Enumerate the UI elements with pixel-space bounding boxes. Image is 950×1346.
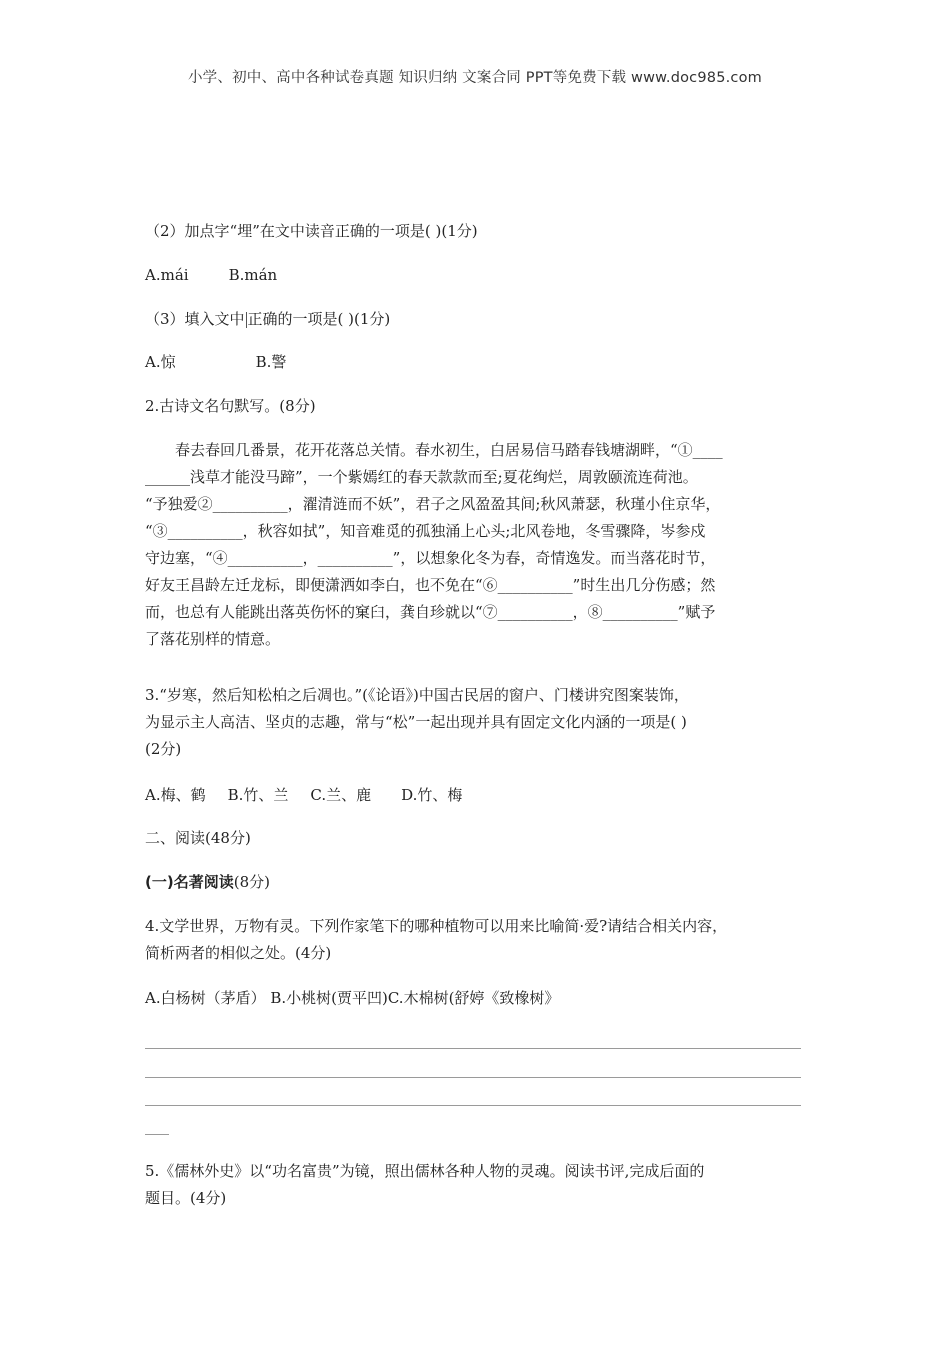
question-2-3-options	[145, 349, 805, 376]
question-2-2-stem: （2）加点字“埋”在文中读音正确的一项是( )(1分)	[145, 222, 478, 240]
question-3-stem	[145, 682, 805, 763]
text-cursor	[246, 312, 247, 328]
passage-line: “予独爱②__________，濯清涟而不妖”，君子之风盈盈其间;秋风萧瑟，秋瑾小住京华，	[145, 495, 721, 513]
stem-line: 5.《儒林外史》以“功名富贵”为镜，照出儒林各种人物的灵魂。阅读书评,完成后面的	[145, 1162, 705, 1180]
question-2-3-stem	[145, 306, 805, 333]
passage-line: ______浅草才能没马蹄”，一个紫嫣红的春天款款而至;夏花绚烂，周敦颐流连荷池。	[145, 468, 698, 486]
stem-part-a: （3）填入文中	[145, 310, 245, 328]
subsection-title: (一)名著阅读	[145, 873, 234, 891]
passage-line: 守边塞，“④__________，__________”，以想象化冬为春，奇情逸发。而当落花时节，	[145, 549, 716, 567]
question-2-title: 2.古诗文名句默写。(8分)	[145, 397, 316, 415]
passage-line: 而，也总有人能跳出落英伤怀的窠臼，龚自珍就以“⑦__________，⑧__________”赋予	[145, 603, 716, 621]
passage-line: 好友王昌龄左迁龙标，即便潇洒如李白，也不免在“⑥__________”时生出几分伤感；然	[145, 576, 716, 594]
stem-line: 3.“岁寒，然后知松柏之后凋也。”(《论语》)中国古民居的窗户、门楼讲究图案装饰，	[145, 686, 689, 704]
question-2-2-options	[145, 262, 805, 289]
answer-line	[145, 1077, 801, 1078]
answer-line	[145, 1105, 801, 1106]
option-d: D.竹、梅	[401, 786, 463, 804]
stem-line: 题目。(4分)	[145, 1189, 227, 1207]
section-2-heading: 二、阅读(48分)	[145, 829, 251, 847]
question-5-stem	[145, 1158, 805, 1212]
answer-line	[145, 1048, 801, 1049]
stem-line: 为显示主人高洁、坚贞的志趣，常与“松”一起出现并具有固定文化内涵的一项是( )	[145, 713, 687, 731]
question-4-stem	[145, 913, 805, 967]
option-a: A.mái	[145, 266, 189, 284]
passage-line: 春去春回几番景，花开花落总关情。春水初生，白居易信马踏春钱塘湖畔，“①____	[175, 441, 723, 459]
option-b: B.mán	[228, 266, 278, 284]
stem-part-b: 正确的一项是( )(1分)	[247, 310, 391, 328]
option-c: C.兰、鹿	[310, 786, 372, 804]
stem-line: 简析两者的相似之处。(4分)	[145, 944, 332, 962]
option-a: A.梅、鹤	[145, 786, 206, 804]
option-b: B.警	[255, 353, 287, 371]
subsection-1-heading	[145, 869, 805, 896]
question-2-passage	[145, 437, 805, 653]
passage-line: 了落花别样的情意。	[145, 630, 281, 648]
page-header: 小学、初中、高中各种试卷真题 知识归纳 文案合同 PPT等免费下载 www.doc985.com	[187, 70, 763, 86]
subsection-score: (8分)	[233, 873, 270, 891]
question-4-options: A.白杨树（茅盾） B.小桃树(贾平凹)C.木棉树(舒婷《致橡树》	[145, 989, 560, 1007]
answer-line-short	[145, 1134, 169, 1135]
question-3-options	[145, 782, 805, 809]
option-a: A.惊	[145, 353, 176, 371]
passage-line: “③__________，秋容如拭”，知音难觅的孤独涌上心头;北风卷地，冬雪骤降，岑参戍	[145, 522, 706, 540]
stem-line: (2分)	[145, 740, 182, 758]
option-b: B.竹、兰	[227, 786, 289, 804]
stem-line: 4.文学世界，万物有灵。下列作家笔下的哪种植物可以用来比喻简·爱?请结合相关内容，	[145, 917, 728, 935]
